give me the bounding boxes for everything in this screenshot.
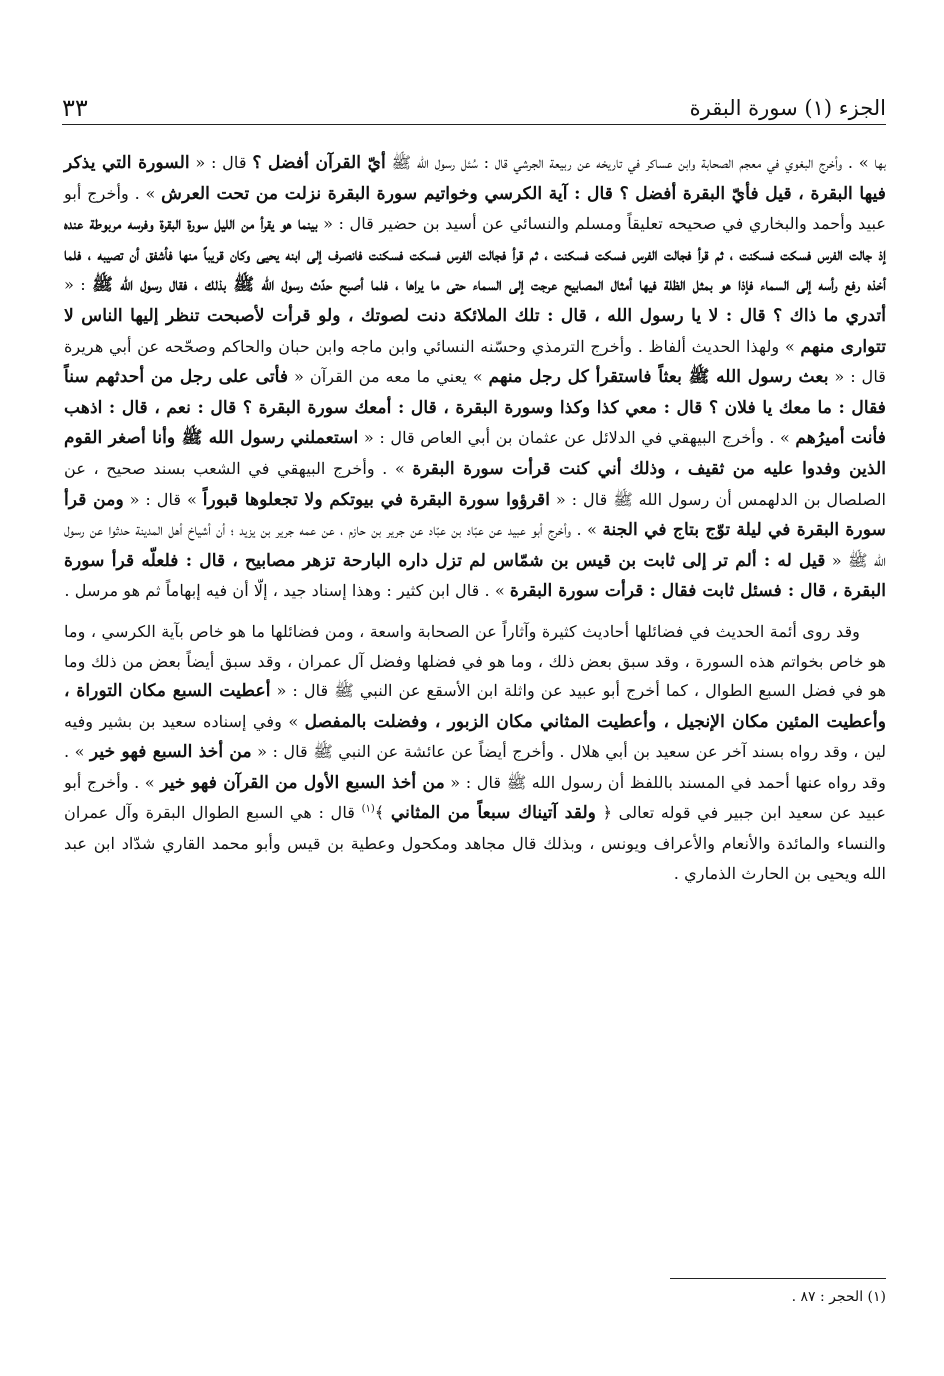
running-title: الجزء (١) سورة البقرة [689, 95, 886, 120]
body-text: » . وأخرج أبو عبيد عن سعيد ابن جبير في قوله تعالى ﴿ [64, 772, 886, 823]
main-text [64, 148, 886, 888]
body-text: بها » . وأخرج البغوي في معجم الصحابة وابن عساكر في تاريخه عن ربيعة الجرشي قال : سُئل رسول الله ﷺ [385, 153, 886, 172]
footnote-divider [670, 1278, 886, 1279]
body-text: : « [64, 275, 93, 295]
quoted-text: ولقد آتيناك سبعاً من المثاني [390, 803, 596, 824]
body-text: قال : « [189, 153, 253, 172]
quoted-text: فأتى على رجل من أحدثهم سناً فقال : ما معك يا فلان ؟ قال : معي كذا وكذا وسورة البقرة ، قال : أمعك سورة البقرة ؟ قال : نعم ، قال : اذهب فأنت أميرُهم [64, 367, 886, 449]
paragraph [64, 148, 886, 607]
body-text: وقد روى أئمة الحديث في فضائلها أحاديث كثيرة وآثاراً عن الصحابة واسعة ، ومن فضائلها ما هو خاص بآية الكرسي ، وما هو خاص بخواتم هذه السورة ، وقد سبق بعض ذلك ، وما هو في فضلها وفضل آل عمران ، وقد سبق أيضاً بعض من ذلك وما هو في فضل السبع الطوال ، كما أخرج أبو عبيد عن واثلة ابن الأسقع عن النبي ﷺ قال : « [64, 621, 886, 701]
page-number: ٣٣ [62, 94, 88, 122]
body-text: ﴾ [374, 803, 391, 823]
quoted-text: أتدري ما ذاك ؟ قال : لا يا رسول الله ، قال : تلك الملائكة دنت لصوتك ، ولو قرأت لأصبحت تنظر إليها الناس لا تتوارى منهم [64, 305, 886, 357]
body-text: » . وقد رواه عنها أحمد في المسند باللفظ أن رسول الله ﷺ قال : « [64, 742, 886, 792]
body-text: » قال : « [123, 489, 203, 509]
body-text: » . وأخرج البيهقي في الدلائل عن عثمان بن أبي العاص قال : « [358, 428, 796, 448]
footnote-reference: (١) [361, 804, 375, 816]
body-text: » . وأخرج أبو عبيد وأحمد والبخاري في صحيحه تعليقاً ومسلم والنسائي عن أسيد بن حضير قال : « [64, 183, 886, 234]
body-text: » . وأخرج أبو عبيد عن عبّاد بن عبّاد عن جرير بن حازم ، عن عمه جرير بن يزيد ؛ أن أشياخ أهل المدينة حدثوا عن رسول الله ﷺ « [64, 520, 886, 570]
body-text: » . وأخرج البيهقي في الشعب بسند صحيح ، عن الصلصال بن الدلهمس أن رسول الله ﷺ قال : « [64, 458, 886, 509]
body-text: » . قال ابن كثير : وهذا إسناد جيد ، إلّا أن فيه إبهاماً ثم هو مرسل . [64, 581, 510, 601]
footnote: (١) الحجر : ٨٧ . [791, 1289, 886, 1305]
quoted-text: قيل له : ألم تر إلى ثابت بن قيس بن شمّاس لم تزل داره البارحة تزهر مصابيح ، قال : فلعلّه قرأ سورة البقرة ، قال : فسئل ثابت فقال : قرأت سورة البقرة [64, 550, 886, 602]
body-text: » يعني ما معه من القرآن « [288, 367, 489, 387]
body-text: قال : هي السبع الطوال البقرة وآل عمران والنساء والمائدة والأنعام والأعراف ويونس ، وبذلك قال مجاهد ومكحول وعطية بن قيس وأبو محمد القاري شدّاد ابن عبد الله ويحيى بن الحارث الذماري . [64, 803, 886, 883]
footnotes [64, 1286, 886, 1308]
quoted-text: من أخذ السبع فهو خير [89, 742, 252, 763]
quoted-text: أيّ القرآن أفضل ؟ [252, 153, 386, 173]
quoted-text: السورة التي يذكر فيها البقرة ، قيل فأيّ البقرة أفضل ؟ قال : آية الكرسي وخواتيم سورة البقرة نزلت من تحت العرش [64, 153, 886, 204]
body-text: » وفي إسناده سعيد بن بشير وفيه لين ، وقد رواه بسند آخر عن سعيد بن أبي هلال . وأخرج أيضاً عن عائشة عن النبي ﷺ قال : « [64, 711, 887, 762]
quoted-text: استعملني رسول الله ﷺ وأنا أصغر القوم الذين وفدوا عليه من ثقيف ، وذلك أني كنت قرأت سورة البقرة [64, 428, 886, 479]
quoted-text: اقرؤوا سورة البقرة في بيوتكم ولا تجعلوها قبوراً [202, 489, 551, 510]
paragraph [64, 617, 886, 888]
quoted-text: أعطيت السبع مكان التوراة ، وأعطيت المئين مكان الإنجيل ، وأعطيت المثاني مكان الزبور ، وفضلت بالمفصل [64, 681, 886, 732]
quoted-text: بعث رسول الله ﷺ بعثاً فاستقرأ كل رجل منهم [488, 367, 829, 388]
quoted-text: ومن قرأ سورة البقرة في ليلة توّج بتاج في الجنة [64, 489, 886, 541]
body-text: » ولهذا الحديث ألفاظ . وأخرج الترمذي وحسّنه النسائي وابن ماجه وابن حبان والحاكم وصحّحه عن أبي هريرة قال : « [64, 336, 886, 387]
quoted-text: بينما هو يقرأ من الليل سورة البقرة وفرسه مربوطة عنده إذ جالت الفرس فسكت فسكنت ، ثم قرأ فجالت الفرس فسكت فسكنت ، ثم قرأ فجالت الفرس فسكت فسكنت فانصرف إلى ابنه يحيى وكان قريباً منها فأشفق أن تصيبه ، فلما أخذه رفع رأسه إلى السماء فإذا هو بمثل الظلة فيها أمثال المصابيح عرجت إلى السماء حتى ما يراها ، فلما أصبح حدّث رسول الله ﷺ بذلك ، فقال رسول الله ﷺ [64, 214, 886, 296]
page-header [62, 86, 886, 125]
quoted-text: من أخذ السبع الأول من القرآن فهو خير [160, 772, 445, 793]
